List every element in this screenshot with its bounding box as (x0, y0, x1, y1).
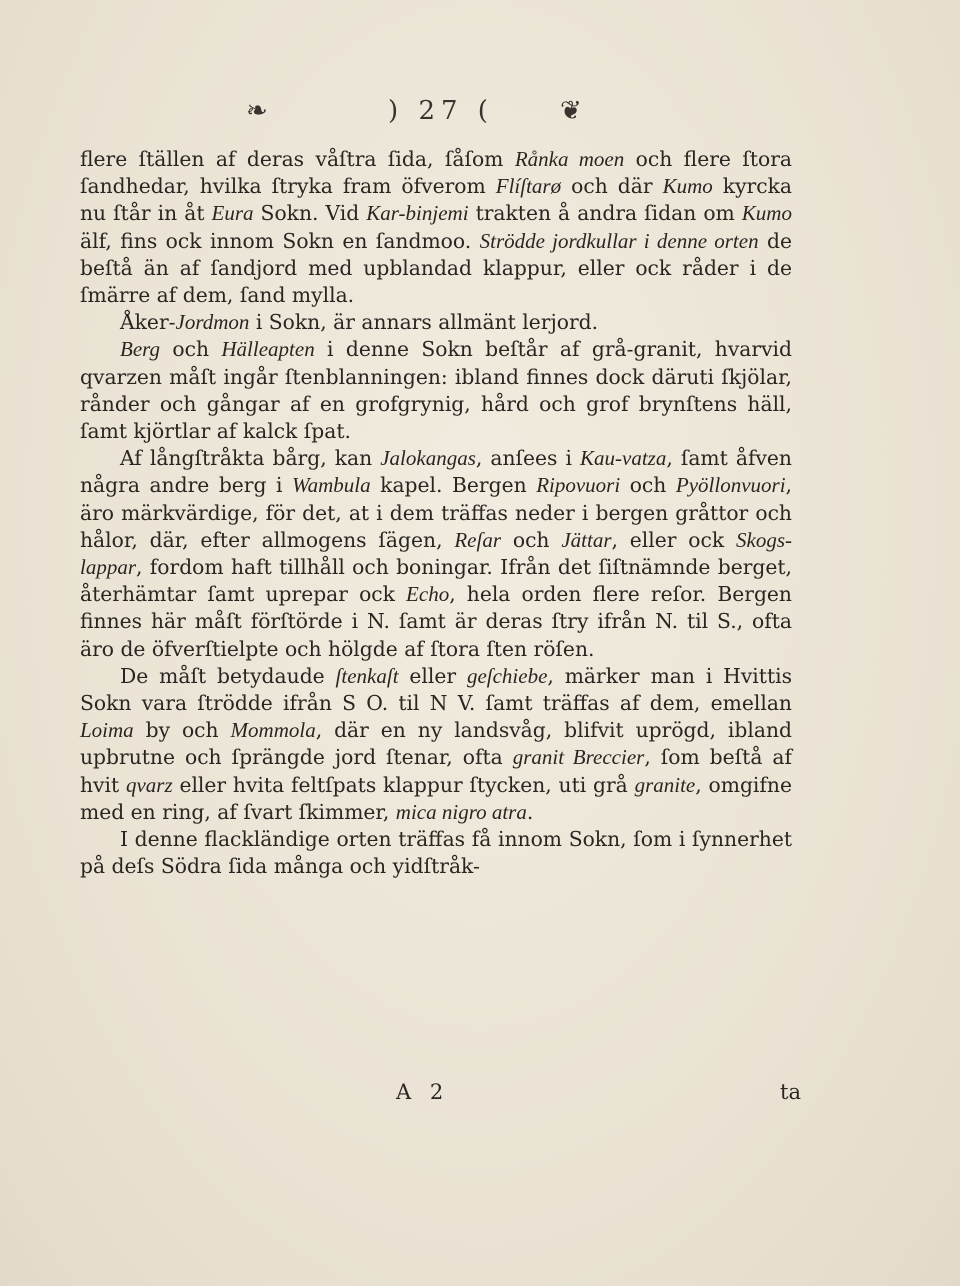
text-run: , hela orden flere reſor. Bergen finnes här måſt förſtörde i N. ſamt är deras ſtry ifrån N. til S., ofta äro de öfverſtielpte och hölgde af ſtora ſten röſen. (80, 582, 792, 661)
text-run: och där (561, 174, 663, 199)
text-run: Af långſtråkta bårg, kan (120, 446, 381, 471)
italic-term: Kau-vatza (580, 446, 667, 471)
italic-term: qvarz (125, 772, 173, 797)
text-run: och (160, 337, 222, 362)
italic-term: Reſar (454, 527, 502, 552)
text-run: by och (133, 718, 231, 743)
text-run: , ſamt åfven några andre berg i (80, 446, 792, 498)
page-body (80, 146, 792, 880)
paragraph (80, 445, 792, 663)
italic-term: granite (634, 772, 696, 797)
text-run: I denne flackländige orten träffas få innom Sokn, ſom i ſynnerhet på deſs Södra ſida många och yidſtråk- (80, 827, 792, 879)
text-run: eller (398, 663, 467, 688)
italic-term: Hälleарten (221, 337, 315, 362)
text-run: De måſt betydaude (120, 663, 336, 688)
text-run: , fordom haft tillhåll och boningar. Ifrån det ſiſtnämnde berget, återhämtar ſamt uprepar ock (80, 555, 792, 607)
text-run: flere ſtällen af deras våſtra ſida, ſåſom (80, 147, 515, 171)
italic-term: granit Breccier (512, 745, 645, 770)
italic-term: mica nigro atra (395, 799, 527, 824)
text-run: de beſtå än af ſandjord med upblandad klappur, eller ock råder i de ſmärre af dem, ſand mylla. (80, 228, 792, 308)
text-run: Sokn. Vid (253, 201, 367, 226)
italic-term: Jättar (561, 527, 612, 552)
text-run: , ſom beſtå af hvit (80, 745, 792, 797)
italic-term: Kar-binjemi (366, 201, 469, 226)
italic-term: Jalokangas (380, 446, 476, 471)
text-run: och (620, 473, 676, 498)
text-run: Åker- (120, 310, 176, 335)
italic-term: Pyöllonvuori (675, 473, 786, 498)
italic-term: geſchiebe (466, 663, 548, 688)
text-run: , där en ny landsvåg, blifvit uprögd, ibland upbrutne och ſprängde jord ſtenar, ofta (80, 718, 792, 770)
italic-term: Kumo (741, 201, 792, 226)
italic-term: Skogs-lappar (80, 527, 792, 580)
italic-term: Rånka moen (514, 147, 625, 171)
paragraph (80, 663, 792, 826)
text-run: trakten å andra ſidan om (468, 201, 742, 226)
paragraph (80, 826, 792, 880)
italic-term: Strödde jordkullar i denne orten (479, 228, 759, 253)
text-run: kapel. Bergen (370, 473, 537, 498)
italic-term: Mommola (230, 718, 316, 743)
page-footer (0, 1080, 960, 1110)
italic-term: ſtenkaſt (335, 663, 399, 688)
text-run: i Sokn, är annars allmänt lerjord. (249, 310, 599, 335)
catchword: ta (780, 1080, 801, 1104)
italic-term: Echo (406, 582, 450, 607)
italic-term: Eura (211, 201, 254, 226)
paragraph (80, 336, 792, 445)
italic-term: Wambula (292, 473, 371, 498)
italic-term: Kumo (662, 174, 713, 199)
italic-term: Ripovuori (536, 473, 621, 498)
text-run: , omgifne med en ring, af ſvart ſkimmer, (80, 772, 792, 824)
italic-term: Jordmon (175, 310, 250, 335)
page-header (0, 96, 960, 136)
text-run: i denne Sokn beſtår af grå-granit, hvarvid qvarzen måſt ingår ſtenblanningen: ibland finnes dock däruti ſkjölar, rånder och gångar af en grofgrynig, hård och grof brynſtens häll, ſamt kjörtlar af kalck ſpat. (80, 337, 793, 444)
signature-mark: A 2 (396, 1080, 450, 1104)
paragraph (80, 309, 792, 336)
text-run: , märker man i Hvittis Sokn vara ſtrödde ifrån S O. til N V. ſamt träffas af dem, emellan (80, 663, 792, 716)
page-number: ) 27 ( (388, 96, 494, 126)
text-run: och (501, 527, 562, 552)
text-run: och flere ſtora ſandhedar, hvilka ſtryka fram öfverom (80, 147, 792, 199)
italic-term: Flíſtarø (495, 174, 562, 199)
text-run: , äro märkvärdige, för det, at i dem träffas neder i bergen gråttor och hålor, där, efter allmogens ſägen, (80, 473, 792, 552)
text-run: eller hvita feltſpats klappur ſtycken, uti grå (172, 772, 635, 797)
text-run: kyrcka nu ſtår in åt (80, 174, 792, 226)
ornament-right-icon: ❦ (560, 96, 582, 126)
ornament-left-icon: ❧ (246, 96, 268, 126)
italic-term: Berg (120, 337, 161, 362)
paragraph (80, 146, 792, 309)
italic-term: Loima (80, 718, 134, 743)
text-run: älf, fins ock innom Sokn en ſandmoo. (80, 228, 480, 253)
text-run: , eller ock (611, 527, 736, 552)
text-run: , anſees i (475, 446, 581, 471)
text-run: . (526, 799, 534, 824)
